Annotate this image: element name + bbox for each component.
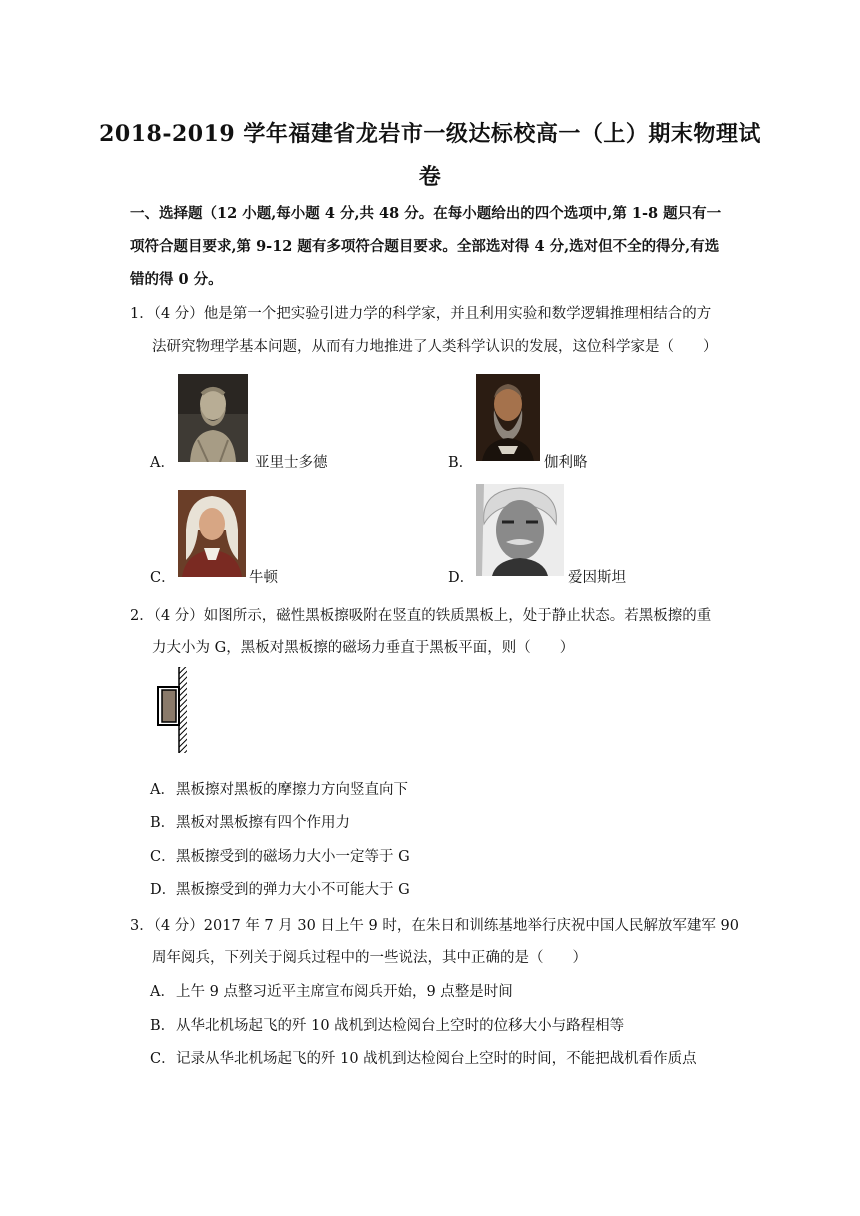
q2-option-b-text: 黑板对黑板擦有四个作用力 xyxy=(176,815,350,831)
q2-option-a-text: 黑板擦对黑板的摩擦力方向竖直向下 xyxy=(176,782,408,798)
exam-title-line2: 卷 xyxy=(418,164,442,190)
q3-stem-line2: 周年阅兵，下列关于阅兵过程中的一些说法，其中正确的是（ ） xyxy=(152,950,587,966)
q1-option-c-letter: C． xyxy=(150,570,176,586)
q2-stem-line2: 力大小为 G，黑板对黑板擦的磁场力垂直于黑板平面，则（ ） xyxy=(152,640,575,656)
q2-option-a-letter: A． xyxy=(150,782,175,798)
q1-option-c-text: 牛顿 xyxy=(249,570,278,586)
q2-option-c-letter: C． xyxy=(150,849,176,865)
q2-option-c-text: 黑板擦受到的磁场力大小一定等于 G xyxy=(176,849,410,865)
galileo-portrait-icon xyxy=(476,374,540,461)
q2-option-b-letter: B． xyxy=(150,815,176,831)
q3-stem-line1: 3．（4 分）2017 年 7 月 30 日上午 9 时，在朱日和训练基地举行庆祝中国人民解放军建军 90 xyxy=(130,918,739,934)
q1-stem-line2: 法研究物理学基本问题，从而有力地推进了人类科学认识的发展，这位科学家是（ ） xyxy=(152,339,718,355)
q3-option-c-text: 记录从华北机场起飞的歼 10 战机到达检阅台上空时的时间，不能把战机看作质点 xyxy=(176,1051,697,1067)
q1-option-a-letter: A． xyxy=(150,455,175,471)
q3-option-b-text: 从华北机场起飞的歼 10 战机到达检阅台上空时的位移大小与路程相等 xyxy=(176,1018,625,1034)
blackboard-eraser-diagram-icon xyxy=(153,665,193,755)
q1-option-b-text: 伽利略 xyxy=(544,455,588,471)
q2-option-d-text: 黑板擦受到的弹力大小不可能大于 G xyxy=(176,882,410,898)
newton-portrait-icon xyxy=(178,490,246,577)
q3-option-a-letter: A． xyxy=(150,984,175,1000)
q1-option-b-letter: B． xyxy=(448,455,474,471)
section-heading: 一、选择题（12 小题,每小题 4 分,共 48 分。在每小题给出的四个选项中,第 1-8 题只有一项符合题目要求,第 9-12 题有多项符合题目要求。全部选对得 4 分,选对但不全的得分,有选错的得 0 分。 xyxy=(130,205,722,288)
q1-option-d-text: 爱因斯坦 xyxy=(568,570,626,586)
q1-stem-line1: 1．（4 分）他是第一个把实验引进力学的科学家，并且利用实验和数学逻辑推理相结合的方 xyxy=(130,306,712,322)
exam-title-line1: 2018-2019 学年福建省龙岩市一级达标校高一（上）期末物理试 xyxy=(99,121,761,147)
q3-option-a-text: 上午 9 点整习近平主席宣布阅兵开始，9 点整是时间 xyxy=(176,984,513,1000)
q1-option-a-text: 亚里士多德 xyxy=(255,455,328,471)
einstein-portrait-icon xyxy=(476,484,564,576)
q2-stem-line1: 2．（4 分）如图所示，磁性黑板擦吸附在竖直的铁质黑板上，处于静止状态。若黑板擦的重 xyxy=(130,608,712,624)
aristotle-bust-icon xyxy=(178,374,248,462)
q3-option-b-letter: B． xyxy=(150,1018,176,1034)
q3-option-c-letter: C． xyxy=(150,1051,176,1067)
q1-option-d-letter: D． xyxy=(448,570,475,586)
q2-option-d-letter: D． xyxy=(150,882,177,898)
